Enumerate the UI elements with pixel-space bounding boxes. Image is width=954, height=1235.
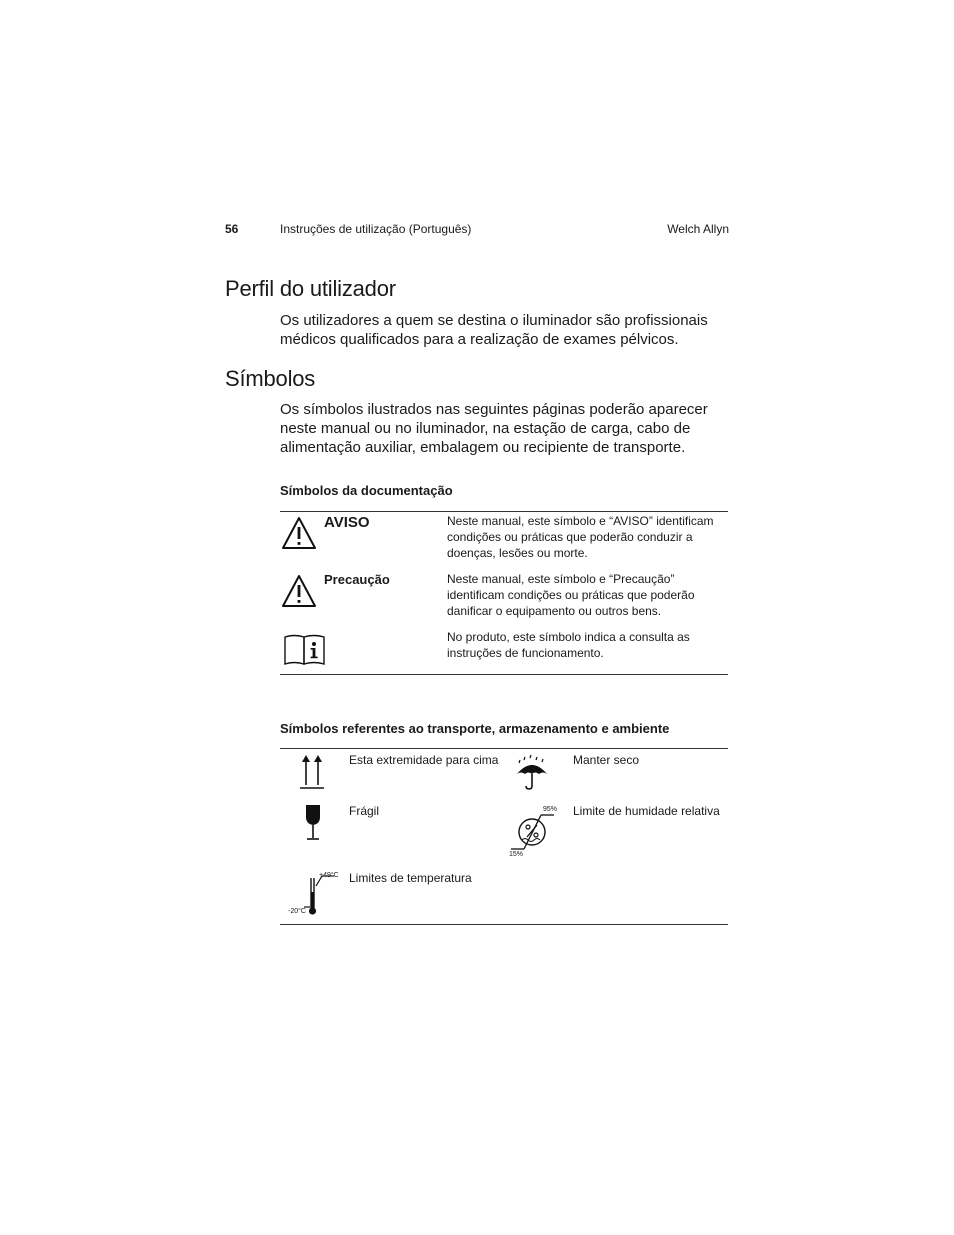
this-way-up-label: Esta extremidade para cima (349, 753, 499, 767)
caution-description: Neste manual, este símbolo e “Precaução” identificam condições ou práticas que poderão danificar o equipamento ou outros bens. (447, 572, 695, 618)
transport-table-bottom-rule (280, 924, 728, 925)
humidity-upper-limit: 95% (543, 806, 558, 813)
section-title-profile: Perfil do utilizador (225, 276, 396, 301)
brand-name: Welch Allyn (667, 222, 729, 236)
running-title: Instruções de utilização (Português) (280, 222, 472, 236)
this-way-up-icon (299, 754, 325, 790)
temperature-limit-label: Limites de temperatura (349, 871, 472, 885)
profile-paragraph: Os utilizadores a quem se destina o iluminador são profissionais médicos qualificados para a realização de exames pélvicos. (280, 312, 708, 348)
transport-table-top-rule (280, 748, 728, 749)
warning-description: Neste manual, este símbolo e “AVISO” identificam condições ou práticas que poderão conduzir a doenças, lesões ou morte. (447, 514, 714, 560)
fragile-label: Frágil (349, 804, 380, 818)
table-bottom-rule (280, 674, 728, 675)
keep-dry-label: Manter seco (573, 753, 640, 767)
temperature-lower-limit: -20°C (288, 908, 306, 915)
fragile-icon (305, 804, 321, 840)
caution-triangle-icon (282, 574, 316, 608)
humidity-lower-limit: 15% (509, 851, 524, 858)
warning-triangle-icon (282, 516, 316, 550)
keep-dry-icon (516, 754, 548, 790)
section-title-symbols: Símbolos (225, 366, 316, 391)
humidity-limit-label: Limite de humidade relativa (573, 804, 720, 818)
caution-label: Precaução (324, 572, 390, 587)
warning-label: AVISO (324, 514, 370, 531)
transport-symbols-heading: Símbolos referentes ao transporte, armazenamento e ambiente (280, 721, 670, 736)
page-number: 56 (225, 222, 239, 236)
symbols-paragraph: Os símbolos ilustrados nas seguintes páginas poderão aparecer neste manual ou no iluminador, na estação de carga, cabo de alimentação auxiliar, embalagem ou recipiente de transporte. (280, 401, 708, 456)
documentation-symbols-heading: Símbolos da documentação (280, 483, 453, 498)
table-top-rule (280, 511, 728, 512)
consult-instructions-description: No produto, este símbolo indica a consulta as instruções de funcionamento. (447, 630, 690, 660)
temperature-upper-limit: +49°C (319, 872, 339, 879)
consult-instructions-icon (283, 633, 327, 667)
